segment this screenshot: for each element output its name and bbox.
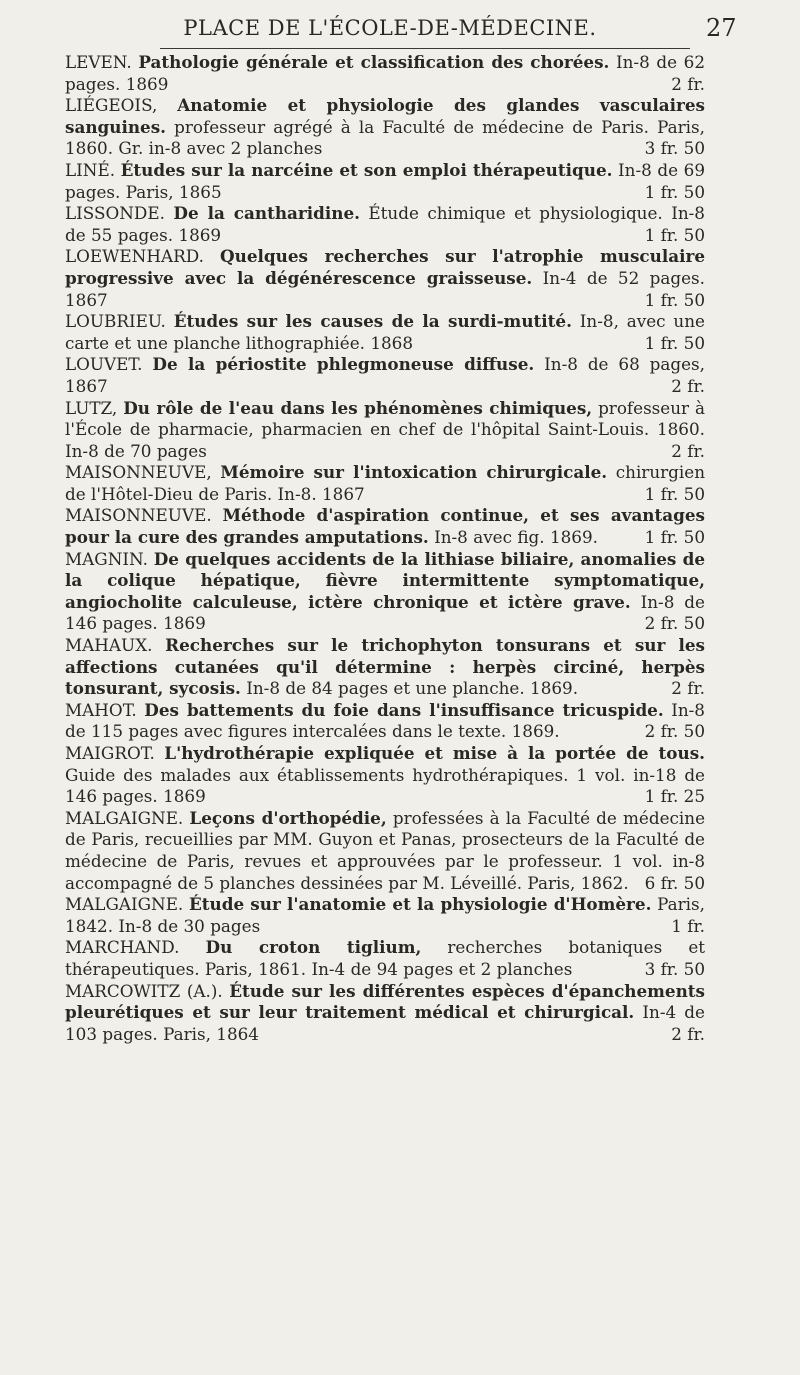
entry-author: LEVEN. (65, 52, 132, 72)
entry-author: MARCOWITZ (A.). (65, 980, 223, 1001)
entry-details: In-8 avec fig. 1869. (434, 527, 598, 548)
entry-details: recherches botaniques et thérapeutiques. Paris, 1861. In-4 de 94 pages et 2 planches (65, 937, 705, 979)
entry-price: 2 fr. 50 (644, 721, 705, 742)
entry-price: 2 fr. 50 (644, 613, 705, 634)
catalog-entry (65, 95, 705, 160)
entry-title: Du croton tiglium, (205, 937, 422, 958)
catalog-entry (65, 743, 705, 808)
header-rule (160, 48, 690, 49)
entry-title: Du rôle de l'eau dans les phénomènes chimiques, (123, 397, 593, 418)
page-header: PLACE DE L'ÉCOLE-DE-MÉDECINE. (183, 16, 597, 40)
entry-details: chirurgien de l'Hôtel-Dieu de Paris. In-8. 1867 (65, 462, 706, 504)
entry-author: LOUVET. (65, 354, 143, 375)
entry-details: In-4 de 52 pages. 1867 (65, 267, 705, 310)
entry-author: MAISONNEUVE, (65, 462, 212, 483)
entry-title: Méthode d'aspiration continue, et ses avantages pour la cure des grandes amputations. (65, 505, 705, 548)
entry-title: Mémoire sur l'intoxication chirurgicale. (220, 462, 608, 483)
entry-details: Guide des malades aux établissements hydrothérapiques. 1 vol. in-18 de 146 pages. 1869 (65, 764, 705, 807)
catalog-entry (65, 246, 705, 311)
entry-title: Études sur la narcéine et son emploi thérapeutique. (120, 159, 613, 180)
catalog-entry (65, 635, 705, 700)
entry-details: professeur agrégé à la Faculté de médecine de Paris. Paris, 1860. Gr. in-8 avec 2 planches (65, 116, 705, 159)
entry-author: MAGNIN. (65, 548, 148, 569)
entry-price: 6 fr. 50 (644, 872, 705, 893)
entry-details: In-8 de 146 pages. 1869 (65, 591, 705, 634)
entry-title: Étude sur l'anatomie et la physiologie d'Homère. (188, 894, 652, 915)
catalog-entry (65, 937, 705, 980)
entry-title: Quelques recherches sur l'atrophie musculaire progressive avec la dégénérescence graisseuse. (65, 246, 705, 288)
entry-title: Leçons d'orthopédie, (189, 807, 387, 828)
entry-author: MAIGROT. (65, 743, 155, 763)
entry-details: In-4 de 103 pages. Paris, 1864 (65, 1002, 705, 1044)
entry-author: MAISONNEUVE. (65, 505, 212, 526)
catalog-entry (65, 505, 705, 548)
catalog-entry (65, 549, 705, 635)
entry-title: Étude sur les différentes espèces d'épanchements pleurétiques et sur leur traitement médical et chirurgical. (65, 980, 706, 1023)
entry-author: MARCHAND. (65, 937, 180, 958)
entry-title: De la cantharidine. (173, 203, 360, 224)
entry-author: LOUBRIEU. (65, 311, 166, 332)
entry-details: Étude chimique et physiologique. In-8 de 55 pages. 1869 (65, 203, 705, 245)
entry-author: LOEWENHARD. (65, 246, 204, 267)
entry-price: 2 fr. (671, 73, 705, 94)
catalog-entries (65, 52, 705, 1045)
entry-price: 1 fr. (671, 915, 705, 936)
entry-author: LIÉGEOIS, (65, 95, 158, 116)
entry-title: Recherches sur le trichophyton tonsurans et sur les affections cutanées qu'il détermine : herpès circiné, herpès tonsurant, sycosis. (65, 635, 705, 699)
catalog-entry (65, 52, 705, 95)
entry-details: Paris, 1842. In-8 de 30 pages (65, 894, 705, 936)
entry-price: 3 fr. 50 (644, 958, 705, 979)
entry-price: 1 fr. 50 (644, 332, 705, 353)
entry-price: 1 fr. 25 (644, 786, 705, 807)
entry-details: In-8 de 68 pages, 1867 (65, 354, 706, 396)
entry-author: MAHAUX. (65, 635, 153, 656)
entry-details: professées à la Faculté de médecine de Paris, recueillies par MM. Guyon et Panas, prosecteurs de la Faculté de médecine de Paris, revues et approuvées par le professeur. 1 vol. in-8 accompagné de 5 planches dessinées par M. Léveillé. Paris, 1862. (65, 807, 706, 893)
entry-price: 1 fr. 50 (644, 483, 705, 504)
entry-title: De quelques accidents de la lithiase biliaire, anomalies de la colique hépatique, fièvre intermittente symptomatique, angiocholite calculeuse, ictère chronique et ictère grave. (65, 548, 705, 612)
entry-title: L'hydrothérapie expliquée et mise à la portée de tous. (164, 743, 705, 763)
catalog-entry (65, 311, 705, 354)
entry-author: MALGAIGNE. (65, 807, 184, 828)
entry-price: 3 fr. 50 (644, 138, 705, 159)
catalog-entry (65, 808, 705, 894)
page-number: 27 (706, 14, 737, 42)
entry-details: In-8 de 62 pages. 1869 (65, 52, 706, 94)
entry-title: Anatomie et physiologie des glandes vasculaires sanguines. (65, 95, 705, 137)
entry-details: In-8 de 115 pages avec figures intercalées dans le texte. 1869. (65, 699, 705, 742)
catalog-entry (65, 700, 705, 743)
entry-title: De la périostite phlegmoneuse diffuse. (152, 354, 535, 375)
catalog-entry (65, 160, 705, 203)
entry-author: MAHOT. (65, 699, 137, 720)
catalog-entry (65, 894, 705, 937)
entry-price: 1 fr. 50 (644, 527, 705, 548)
entry-author: LINÉ. (65, 159, 116, 180)
catalog-entry (65, 203, 705, 246)
entry-details: In-8 de 84 pages et une planche. 1869. (246, 678, 579, 699)
catalog-entry (65, 462, 705, 505)
entry-author: LUTZ, (65, 397, 118, 418)
catalog-entry (65, 354, 705, 397)
entry-title: Études sur les causes de la surdi-mutité. (173, 311, 572, 332)
entry-author: MALGAIGNE. (65, 894, 184, 915)
entry-price: 2 fr. (671, 1023, 705, 1044)
entry-price: 2 fr. (671, 375, 705, 396)
entry-details: In-8, avec une carte et une planche lithographiée. 1868 (65, 311, 705, 353)
entry-title: Des battements du foie dans l'insuffisance tricuspide. (144, 699, 664, 720)
entry-price: 1 fr. 50 (644, 289, 705, 310)
entry-price: 2 fr. (671, 678, 705, 699)
catalog-entry (65, 981, 705, 1046)
entry-title: Pathologie générale et classification des chorées. (138, 52, 610, 72)
entry-price: 1 fr. 50 (644, 224, 705, 245)
entry-price: 2 fr. (671, 440, 705, 461)
entry-details: In-8 de 69 pages. Paris, 1865 (65, 159, 705, 202)
catalog-entry (65, 398, 705, 463)
entry-details: professeur à l'École de pharmacie, pharmacien en chef de l'hôpital Saint-Louis. 1860. In-8 de 70 pages (65, 397, 705, 461)
entry-author: LISSONDE. (65, 203, 165, 224)
entry-price: 1 fr. 50 (644, 181, 705, 202)
